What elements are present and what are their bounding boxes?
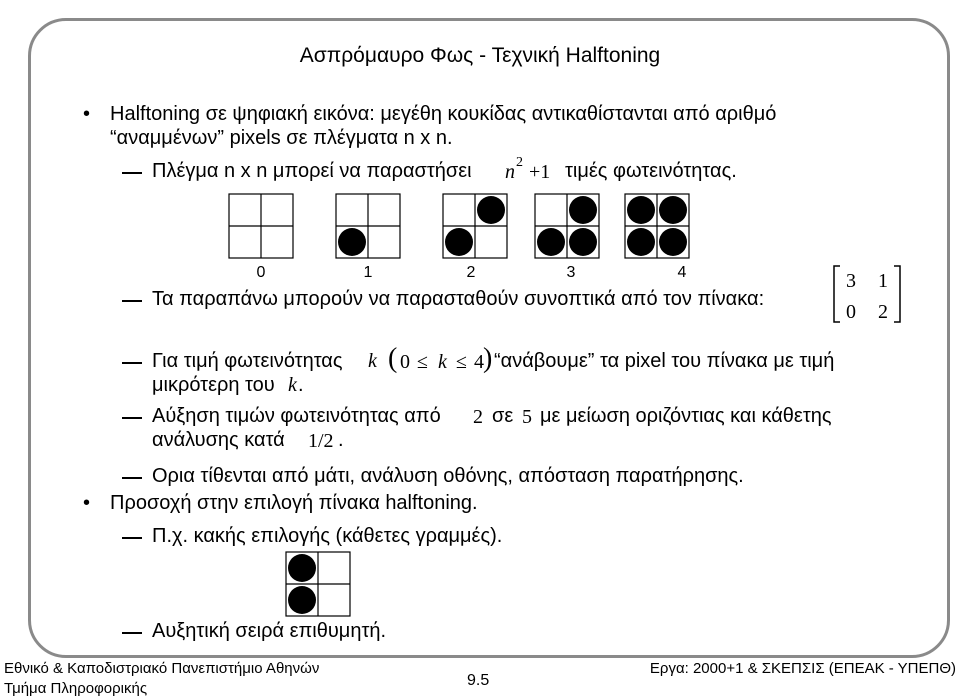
matrix-cell-1-1: 2 [878, 301, 888, 323]
pixel-dot [569, 228, 597, 256]
matrix-cell-1-0: 0 [846, 301, 856, 323]
matrix-cell-0-1: 1 [878, 270, 888, 292]
math-zero: 0 [400, 351, 410, 373]
pixel-dot [537, 228, 565, 256]
pixel-dot [659, 196, 687, 224]
bullet-4-part-2: “ανάβουμε” τα pixel του πίνακα με τιμή [494, 350, 835, 372]
grid-1 [336, 194, 400, 258]
math-n: n [505, 161, 515, 183]
bullet-2-text: Πλέγμα n x n μπορεί να παραστήσει [152, 160, 472, 182]
math-paren-close: ) [483, 343, 493, 374]
matrix-cell-0-0: 3 [846, 270, 856, 292]
grid-4 [625, 194, 689, 258]
pixel-dot [338, 228, 366, 256]
pixel-dot [627, 196, 655, 224]
bullet-dot: • [83, 492, 91, 514]
bullet-8-text: Π.χ. κακής επιλογής (κάθετες γραμμές). [152, 525, 503, 547]
grid-label-1: 1 [363, 264, 373, 281]
dash-marker [122, 417, 142, 419]
pixel-dot [288, 586, 316, 614]
pixel-dot [477, 196, 505, 224]
math-five: 5 [522, 406, 532, 428]
math-k-line-2: k [288, 374, 297, 396]
pixel-dot [445, 228, 473, 256]
bullet-7-text: Προσοχή στην επιλογή πίνακα halftoning. [110, 492, 478, 514]
bullet-4-part-1: Για τιμή φωτεινότητας [152, 350, 343, 372]
grid-label-0: 0 [256, 264, 266, 281]
math-k-range: k [438, 351, 447, 373]
dash-marker [122, 300, 142, 302]
dash-marker [122, 632, 142, 634]
halftone-grids [225, 190, 695, 262]
pixel-dot [288, 554, 316, 582]
grid-label-4: 4 [677, 264, 687, 281]
math-exponent: 2 [516, 155, 523, 170]
bullet-5-part-2: με μείωση οριζόντιας και κάθετης [540, 405, 832, 427]
bullet-5-mid: σε [492, 405, 514, 427]
math-le-2: ≤ [456, 351, 467, 373]
dash-marker [122, 477, 142, 479]
bullet-1-line-1: Halftoning σε ψηφιακή εικόνα: μεγέθη κουκίδας αντικαθίστανται από αριθμό [110, 103, 777, 125]
bullet-2-tail: τιμές φωτεινότητας. [565, 160, 737, 182]
bullet-4-dot: . [298, 374, 304, 396]
math-four: 4 [474, 351, 484, 373]
math-paren-open: ( [388, 343, 398, 374]
math-two: 2 [473, 406, 483, 428]
bullet-1-line-2: “αναμμένων” pixels σε πλέγματα n x n. [110, 127, 453, 149]
bullet-5-line-2: ανάλυσης κατά [152, 429, 285, 451]
pixel-dot [569, 196, 597, 224]
math-k: k [368, 350, 377, 372]
bullet-4-line-2: μικρότερη του [152, 374, 275, 396]
footer-university: Εθνικό & Καποδιστριακό Πανεπιστήμιο Αθηνών [4, 660, 320, 677]
footer-department: Τμήμα Πληροφορικής [4, 680, 148, 697]
page-number: 9.5 [467, 672, 490, 689]
grid-0 [229, 194, 293, 258]
grid-label-3: 3 [566, 264, 576, 281]
dash-marker [122, 537, 142, 539]
footer-project: Εργα: 2000+1 & ΣΚΕΠΣΙΣ (ΕΠΕΑΚ - ΥΠΕΠΘ) [649, 660, 956, 677]
bullet-dot: • [83, 103, 91, 125]
halftone-grid-vertical-lines [282, 548, 354, 620]
slide-title: Ασπρόμαυρο Φως - Τεχνική Halftoning [299, 44, 661, 67]
bullet-5-part-1: Αύξηση τιμών φωτεινότητας από [152, 405, 441, 427]
matrix-brackets [832, 264, 906, 326]
bullet-6-text: Ορια τίθενται από μάτι, ανάλυση οθόνης, απόσταση παρατήρησης. [152, 465, 744, 487]
pixel-dot [659, 228, 687, 256]
math-plus-one: +1 [529, 161, 551, 183]
grid-label-2: 2 [466, 264, 476, 281]
bullet-5-dot: . [338, 429, 344, 451]
math-half: 1/2 [308, 430, 334, 452]
bullet-9-text: Αυξητική σειρά επιθυμητή. [152, 620, 387, 642]
math-le-1: ≤ [417, 351, 428, 373]
bullet-3-text: Τα παραπάνω μπορούν να παρασταθούν συνοπτικά από τον πίνακα: [152, 288, 765, 310]
pixel-dot [627, 228, 655, 256]
grid-3 [535, 194, 599, 258]
dash-marker [122, 362, 142, 364]
dash-marker [122, 172, 142, 174]
grid-2 [443, 194, 507, 258]
